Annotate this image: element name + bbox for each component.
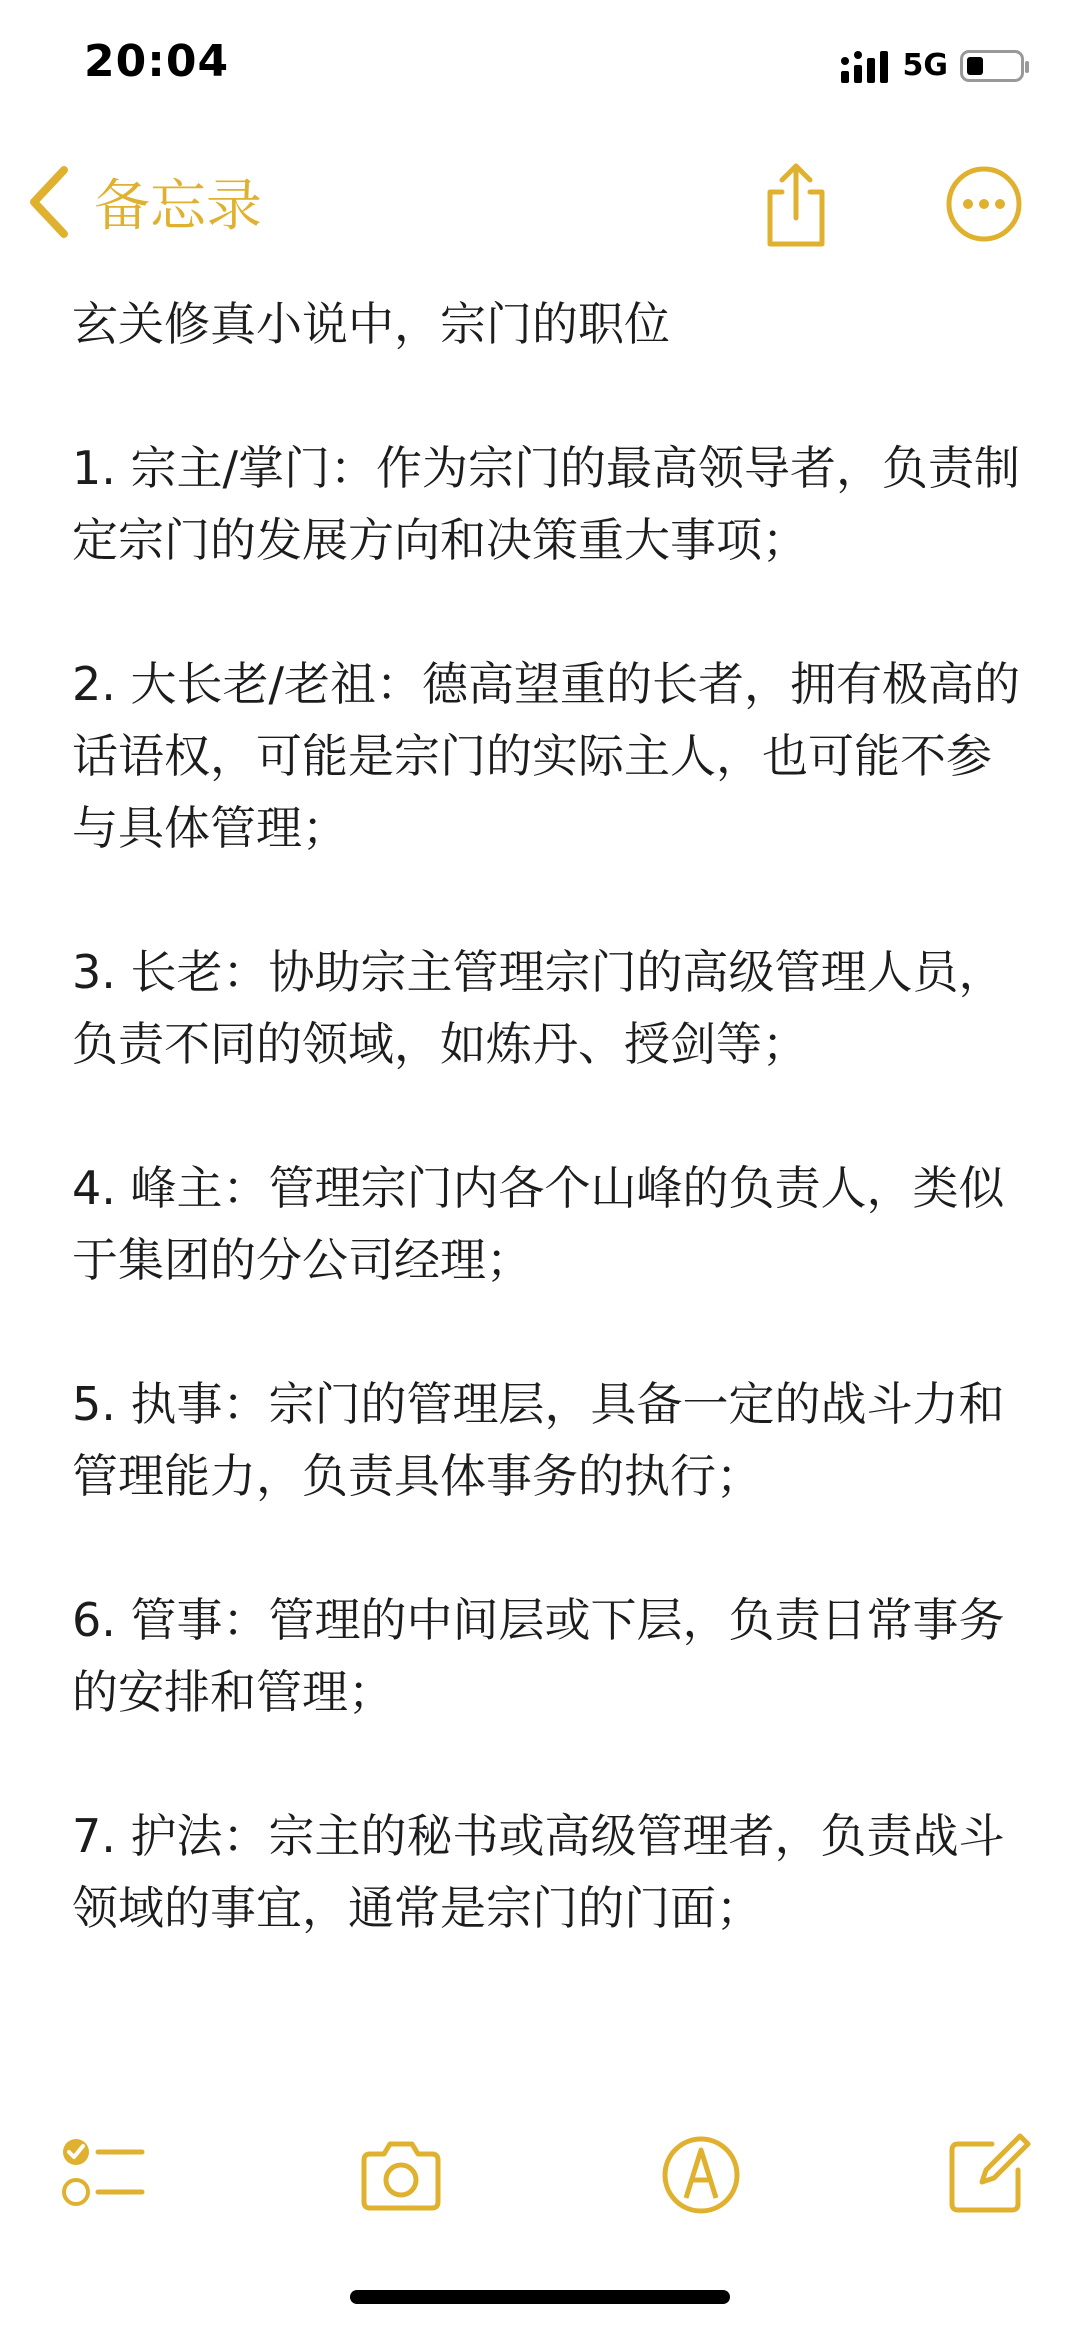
network-type: 5G: [902, 48, 948, 83]
battery-icon: [960, 50, 1024, 82]
status-indicators: [841, 48, 1025, 83]
bottom-toolbar: [0, 2100, 1080, 2240]
note-body[interactable]: [72, 288, 1022, 2016]
share-icon[interactable]: [760, 160, 832, 248]
checklist-icon[interactable]: [58, 2130, 148, 2220]
battery-fill: [967, 57, 983, 75]
compose-icon[interactable]: [942, 2130, 1032, 2220]
signal-icon: [841, 49, 891, 83]
chevron-left-icon: [26, 162, 74, 242]
note-title: 玄关修真小说中，宗门的职位: [72, 297, 670, 351]
camera-icon[interactable]: [356, 2130, 446, 2220]
note-item: 3. 长老：协助宗主管理宗门的高级管理人员，负责不同的领域，如炼丹、授剑等；: [72, 945, 1005, 1071]
nav-bar: [0, 150, 1080, 260]
status-time: 20:04: [84, 36, 230, 87]
note-item: 2. 大长老/老祖：德高望重的长者，拥有极高的话语权，可能是宗门的实际主人，也可能不参与具体管理；: [72, 657, 1021, 855]
note-item: 5. 执事：宗门的管理层，具备一定的战斗力和管理能力，负责具体事务的执行；: [72, 1377, 1005, 1503]
note-item: 4. 峰主：管理宗门内各个山峰的负责人，类似于集团的分公司经理；: [72, 1161, 1005, 1287]
markup-icon[interactable]: [656, 2130, 746, 2220]
home-indicator[interactable]: [350, 2290, 730, 2304]
more-icon[interactable]: [944, 164, 1024, 244]
note-item: 6. 管事：管理的中间层或下层，负责日常事务的安排和管理；: [72, 1593, 1005, 1719]
note-item: 1. 宗主/掌门：作为宗门的最高领导者，负责制定宗门的发展方向和决策重大事项；: [72, 441, 1021, 567]
note-item: 7. 护法：宗主的秘书或高级管理者，负责战斗领域的事宜，通常是宗门的门面；: [72, 1809, 1005, 1935]
status-bar: [0, 0, 1080, 130]
back-button[interactable]: [26, 162, 262, 242]
back-label: 备忘录: [94, 174, 262, 239]
